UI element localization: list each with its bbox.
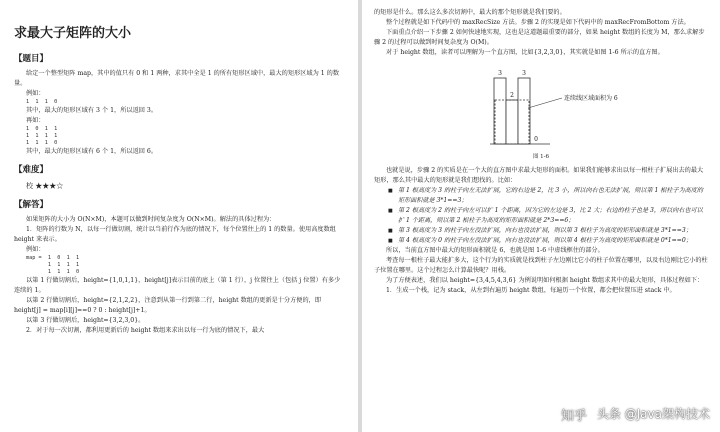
bullet-item-1: ■ 第 1 根高度为 3 的柱子向左无法扩展，它的右边是 2，比 3 小，所以向右也无法扩展，则以第 1 根柱子为高度的矩形面积就是 3*1==3； (374, 186, 708, 206)
section-problem: 【题目】 (14, 54, 49, 64)
cut-row3: 以第 3 行做切割后，height={3,2,3,0}。 (26, 317, 145, 324)
left-page (0, 0, 358, 432)
right-para-9: 1．生成一个栈，记为 stack，从左到右遍历 height 数组，每遍历一个位置，都会把位置压进 stack 中。 (386, 287, 676, 294)
histogram-bar-label: 2 (510, 92, 514, 99)
difficulty-stars: 校 ★★★☆ (26, 182, 64, 190)
right-para-4: 对于 height 数组，读者可以理解为一个直方图，比如{3,2,3,0}，其实就是如图 1-6 所示的直方图。 (386, 49, 664, 56)
cut-row2: 以第 2 行做切割后，height={2,1,2,2}，注意到从第一行到第二行，height 数组的更新是十分方便的，即 height[j] = map[i][j]==0 ? 0 : height[j]+1。 (14, 297, 322, 314)
example3-label: 例如： (26, 246, 45, 253)
solution-intro: 如果矩阵的大小为 O(N×M)，本题可以做到时间复杂度为 O(N×M)。解法的具体过程为： (26, 216, 276, 223)
annotation-text: 连续线区域面积为 6 (564, 95, 618, 102)
histogram-bar-label: 3 (522, 70, 526, 77)
right-para-8: 为了方便表述，我们以 height={3,4,5,4,3,6} 为例说明如何根据 height 数组求其中的最大矩形，具体过程如下： (386, 277, 704, 284)
histogram-svg (374, 58, 708, 150)
example1-result: 其中，最大的矩形区域有 3 个 1，所以返回 3。 (26, 107, 158, 114)
right-para-3: 下面重点介绍一下步骤 2 如何快速地实现，这也是这道题最重要的部分，如果 height 数组的长度为 M，那么求解步骤 2 的过程可以做到时间复杂度为 O(M)。 (374, 29, 705, 46)
histogram-bar-label: 3 (498, 70, 502, 77)
example1-label: 例如： (26, 90, 45, 97)
figure-caption: 图 1-6 (532, 154, 550, 160)
right-para-6: 所以，当前直方图中最大的矩形面积就是 6，也就是图 1-6 中虚线框住的部分。 (386, 247, 604, 254)
histogram-bar (506, 100, 518, 144)
example2-result: 其中，最大的矩形区域有 6 个 1，所以返回 6。 (26, 148, 158, 155)
histogram-figure (374, 58, 708, 150)
zhihu-watermark: 知乎 (560, 409, 587, 424)
problem-text: 给定一个整型矩阵 map，其中的值只有 0 和 1 两种，求其中全是 1 的所有矩形区域中，最大的矩形区域为 1 的数量。 (14, 70, 340, 87)
example2-label: 再如： (26, 117, 45, 124)
histogram-bar-label: 0 (534, 136, 538, 143)
right-para-1: 的矩形是什么。那么这么多次切割中，最大的那个矩形就是我们要的。 (374, 9, 566, 16)
example1-matrix: 1 1 1 0 (26, 99, 58, 105)
example3-matrix: map = 1 0 1 1 1 1 1 1 1 1 1 0 (26, 255, 80, 275)
bullet-item-4: ■ 第 4 根高度为 0 的柱子向左没法扩展，向右也没法扩展，则以第 4 根柱子为高度的矩形面积就是 0*1==0； (374, 236, 708, 246)
solution-step2: 2．对于每一次切割，都利用更新后的 height 数组来求出以每一行为底的情况下，最大 (26, 327, 265, 334)
bullet-item-3: ■ 第 3 根高度为 3 的柱子向左没法扩展，向右也没法扩展，则以第 3 根柱子为高度的矩形面积就是 3*1==3； (374, 226, 708, 236)
cut-row1: 以第 1 行做切割后，height={1,0,1,1}，height[j]表示目前的底上（第 1 行），j 位置往上（包括 j 位置）有多少连续的 1。 (14, 277, 341, 294)
section-difficulty: 【难度】 (14, 165, 49, 175)
watermark (561, 405, 710, 424)
right-para-7: 考查每一根柱子最大能扩多大，这个行为的实质就是找到柱子左边刚比它小的柱子位置在哪里，以及右边刚比它小的柱子位置在哪里。这个过程怎么计算最快呢？用栈。 (374, 257, 708, 274)
right-para-2: 整个过程就是如下代码中的 maxRecSize 方法。步骤 2 的实现是如下代码中的 maxRecFromBottom 方法。 (386, 19, 690, 26)
histogram-bar (518, 78, 530, 144)
example2-matrix: 1 0 1 1 1 1 1 1 1 1 1 0 (26, 126, 58, 146)
page-title: 求最大子矩阵的大小 (14, 26, 132, 41)
right-page (362, 0, 720, 432)
account-watermark: 头条 @Java架构技术 (596, 407, 710, 421)
solution-step1: 1．矩阵的行数为 N，以每一行做切割，统计以当前行作为底的情况下，每个位置往上的 1 的数量。使用高度数组 height 来表示。 (14, 226, 336, 243)
histogram-bar (494, 78, 506, 144)
annotation-leader-line (528, 98, 562, 108)
section-solution: 【解答】 (14, 200, 49, 210)
bullet-item-2: ■ 第 2 根高度为 2 的柱子向左可以扩 1 个距离，因为它的左边是 3，比 2 大；右边的柱子也是 3，所以向右也可以扩 1 个距离，则以第 2 根柱子为高度的矩形面积就是 2*3==6； (374, 206, 708, 226)
right-para-5: 也就是说，步骤 2 的实质是在一个大的直方图中求最大矩形的面积。如果我们能够求出以每一根柱子扩展出去的最大矩形，那么其中最大的矩形就是我们想找的。比如： (374, 167, 704, 184)
